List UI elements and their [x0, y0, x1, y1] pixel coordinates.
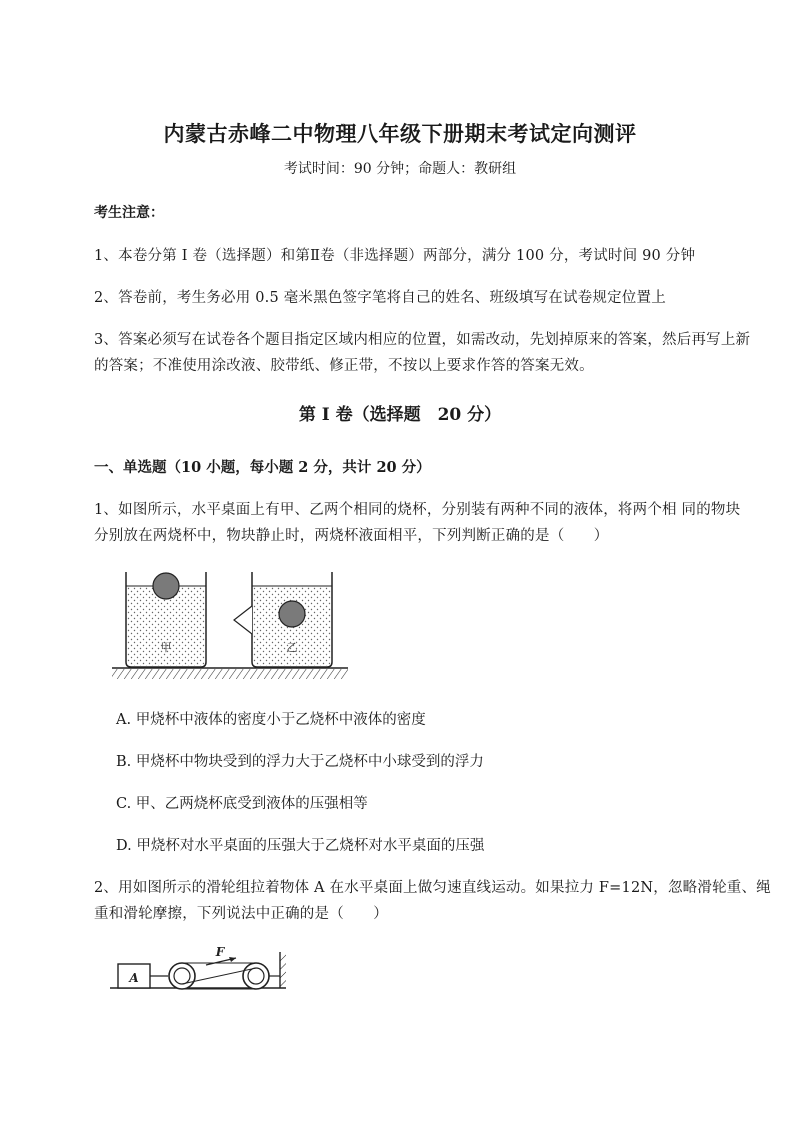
label-force-f: F: [215, 945, 225, 959]
notice-item-3: 3、答案必须写在试卷各个题目指定区域内相应的位置，如需改动，先划掉原来的答案，然后再写上新: [94, 332, 751, 348]
label-yi: 乙: [286, 641, 298, 654]
notice-heading: 考生注意：: [94, 205, 164, 221]
beaker-jia: [126, 572, 206, 667]
label-block-a: A: [129, 971, 139, 985]
notice-item-2: 2、答卷前，考生务必用 0.5 毫米黑色签字笔将自己的姓名、班级填写在试卷规定位置上: [94, 290, 666, 306]
question-1-option-b[interactable]: B. 甲烧杯中物块受到的浮力大于乙烧杯中小球受到的浮力: [116, 754, 484, 770]
pulley-right: [243, 963, 269, 989]
beaker-yi: [234, 572, 332, 667]
question-2-stem: 2、用如图所示的滑轮组拉着物体 A 在水平桌面上做匀速直线运动。如果拉力 F=12N，忽略滑轮重、绳: [94, 880, 771, 896]
pulley-left: [169, 963, 195, 989]
beakers-figure: [112, 566, 372, 686]
notice-item-3-cont: 的答案；不准使用涂改液、胶带纸、修正带，不按以上要求作答的答案无效。: [94, 358, 594, 374]
question-1-stem-cont: 分别放在两烧杯中，物块静止时，两烧杯液面相平，下列判断正确的是（ ）: [94, 528, 609, 544]
question-1-stem: 1、如图所示，水平桌面上有甲、乙两个相同的烧杯，分别装有两种不同的液体，将两个相 同的物块: [94, 502, 741, 518]
label-jia: 甲: [160, 641, 172, 654]
question-2-stem-cont: 重和滑轮摩擦，下列说法中正确的是（ ）: [94, 906, 388, 922]
pulley-figure: [110, 944, 310, 1004]
page-title: 内蒙古赤峰二中物理八年级下册期末考试定向测评: [163, 121, 637, 146]
question-1-option-a[interactable]: A. 甲烧杯中液体的密度小于乙烧杯中液体的密度: [116, 712, 426, 728]
question-1-option-d[interactable]: D. 甲烧杯对水平桌面的压强大于乙烧杯对水平桌面的压强: [116, 838, 485, 854]
notice-item-1: 1、本卷分第 I 卷（选择题）和第Ⅱ卷（非选择题）两部分，满分 100 分，考试时间 90 分钟: [94, 248, 696, 264]
question-1-option-c[interactable]: C. 甲、乙两烧杯底受到液体的压强相等: [116, 796, 368, 812]
part-heading: 一、单选题（10 小题，每小题 2 分，共计 20 分）: [94, 459, 431, 476]
section-title: 第 I 卷（选择题 20 分）: [298, 405, 502, 425]
exam-info: 考试时间：90 分钟；命题人：教研组: [283, 161, 517, 177]
